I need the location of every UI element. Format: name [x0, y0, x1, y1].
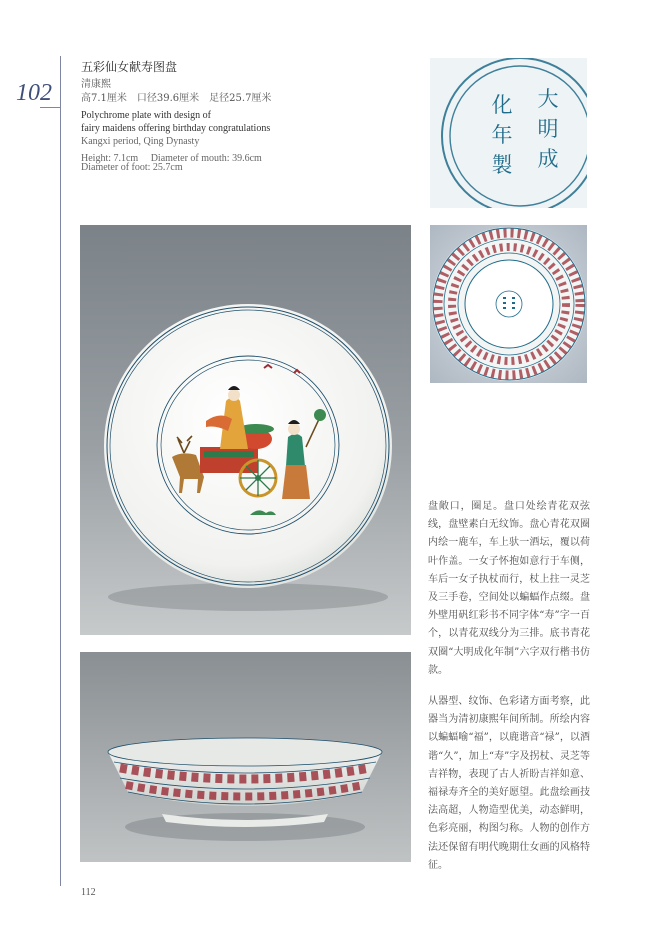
reign-mark-char-5: 年: [491, 123, 513, 147]
reign-mark-photo: [430, 58, 587, 208]
plate-reverse-photo: [430, 225, 587, 383]
dimensions-chinese: 高7.1厘米 口径39.6厘米 足径25.7厘米: [81, 93, 272, 104]
reign-mark-char-6: 製: [491, 153, 513, 177]
reign-mark-char-1: 大: [537, 87, 559, 111]
vertical-rule: [60, 56, 61, 886]
title-english-line-1: Polychrome plate with design of: [81, 110, 211, 121]
reign-mark-char-4: 化: [491, 93, 513, 117]
title-chinese: 五彩仙女献寿图盘: [81, 60, 178, 74]
horizontal-rule: [40, 107, 60, 108]
catalog-number: 102: [16, 80, 52, 106]
dimensions-english-line-1: Height: 7.1cm Diameter of mouth: 39.6cm: [81, 153, 262, 164]
period-chinese: 清康熙: [81, 79, 111, 90]
plate-side-photo: [80, 652, 411, 862]
period-english: Kangxi period, Qing Dynasty: [81, 136, 200, 147]
reign-mark-char-2: 明: [537, 117, 559, 141]
description-paragraph-2: 从器型、纹饰、色彩诸方面考察，此器当为清初康熙年间所制。所绘内容以蝙蝠喻“福”，以鹿谐音“禄”，以酒谐“久”，加上“寿”字及拐杖、灵芝等吉祥物，表现了古人祈盼吉祥如意、福禄寿齐全的美好愿望。此盘绘画技法高超，人物造型优美，动态鲜明，色彩亮丽，构图匀称。人物的创作方法还保留有明代晚期仕女画的风格特征。: [428, 696, 590, 871]
page-number: 112: [81, 887, 96, 898]
plate-main-photo: [80, 225, 411, 635]
title-english-line-2: fairy maidens offering birthday congratulations: [81, 123, 271, 134]
reign-mark-char-3: 成: [537, 147, 559, 171]
description-paragraph-1: 盘敞口，圈足。盘口处绘青花双弦线，盘壁素白无纹饰。盘心青花双圈内绘一鹿车，车上驮一酒坛，覆以荷叶作盖。一女子怀抱如意行于车侧，车后一女子执杖而行，杖上拄一灵芝及三手卷，空间处以蝙蝠作点缀。盘外壁用矾红彩书不同字体“寿”字一百个，以青花双线分为三排。底书青花双圈“大明成化年制”六字双行楷书仿款。: [428, 501, 590, 676]
dimensions-english-line-2: Diameter of foot: 25.7cm: [81, 162, 183, 173]
